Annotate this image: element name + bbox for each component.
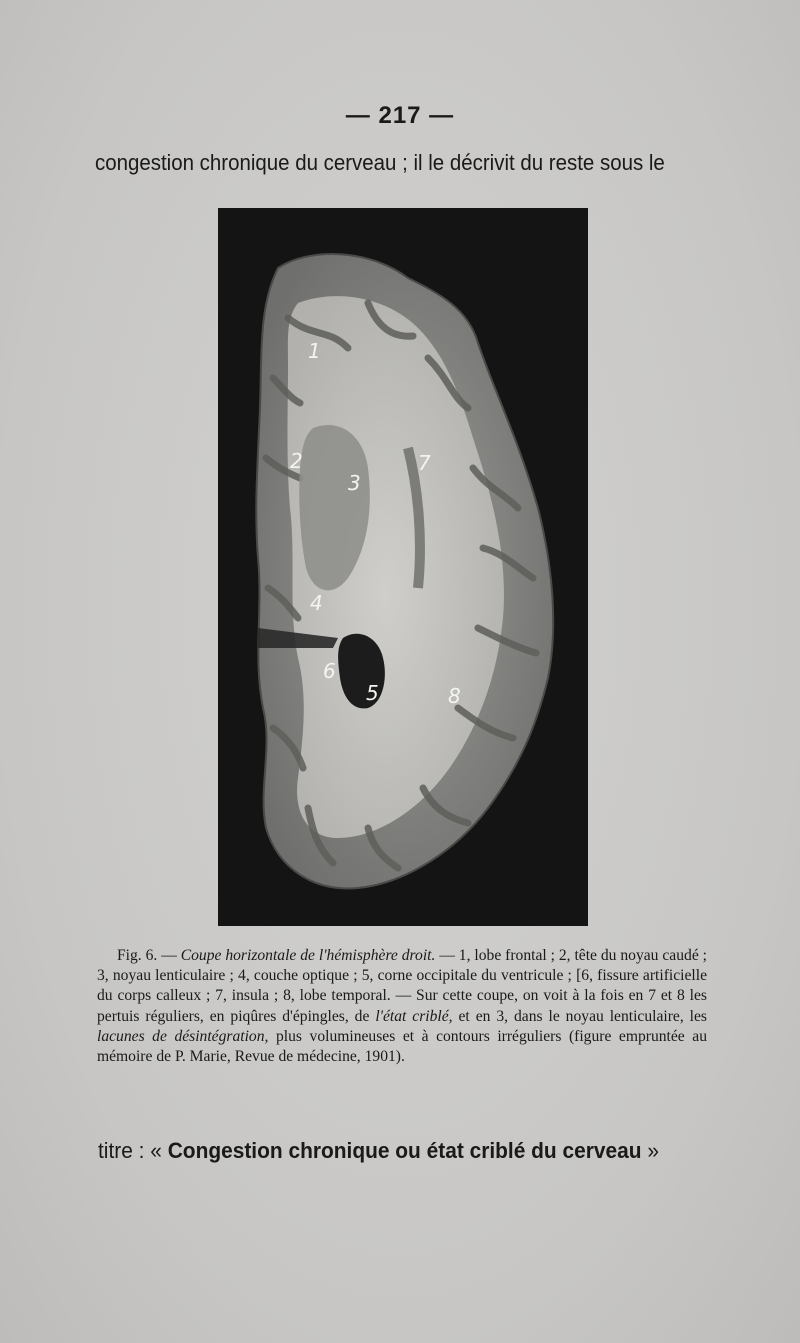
figure-label-6: 6 xyxy=(323,659,336,683)
caption-text-3: plus volumineuses et à contours irréguliers (figure empruntée au mémoire de P. Marie, Revue de médecine, 1901). xyxy=(97,1027,707,1066)
body-text-bottom-line xyxy=(98,1138,687,1164)
caption-title: Coupe horizontale de l'hémisphère droit. xyxy=(180,947,436,964)
caption-text-2: et en 3, dans le noyau lenticulaire, les xyxy=(458,1007,707,1025)
figure-caption xyxy=(97,946,707,1067)
bottom-line-prefix: titre : « xyxy=(98,1138,162,1163)
caption-text-1: — 1, lobe frontal ; 2, tête du noyau caudé ; 3, noyau lenticulaire ; 4, couche optique ; 5, corne occipitale du ventricule ; [6, fissure artificielle du corps calleux ; 7, insula ; 8, lobe temporal. — Sur cette coupe, on voit à la fois en 7 et 8 les pertuis réguliers, en piqûres d'épingles, de xyxy=(97,947,707,1025)
figure-label-8: 8 xyxy=(448,684,461,708)
brain-section-photograph xyxy=(218,208,588,926)
page-number: — 217 — xyxy=(345,102,455,129)
caption-italic-1: l'état criblé, xyxy=(375,1007,453,1025)
body-text-top-line: congestion chronique du cerveau ; il le décrivit du reste sous le xyxy=(95,150,665,175)
figure-label-1: 1 xyxy=(308,339,321,363)
figure-label-3: 3 xyxy=(348,471,361,495)
figure-label-2: 2 xyxy=(290,449,303,473)
brain-section-drawing xyxy=(218,208,588,926)
figure-label-5: 5 xyxy=(366,681,379,705)
figure-label-7: 7 xyxy=(418,451,431,475)
caption-italic-2: lacunes de désintégration, xyxy=(97,1027,269,1045)
bottom-line-title: Congestion chronique ou état criblé du cerveau xyxy=(167,1138,642,1163)
figure-label-4: 4 xyxy=(310,591,323,615)
bottom-line-suffix: » xyxy=(647,1138,659,1163)
caption-figure-number: Fig. 6. — xyxy=(117,947,177,964)
